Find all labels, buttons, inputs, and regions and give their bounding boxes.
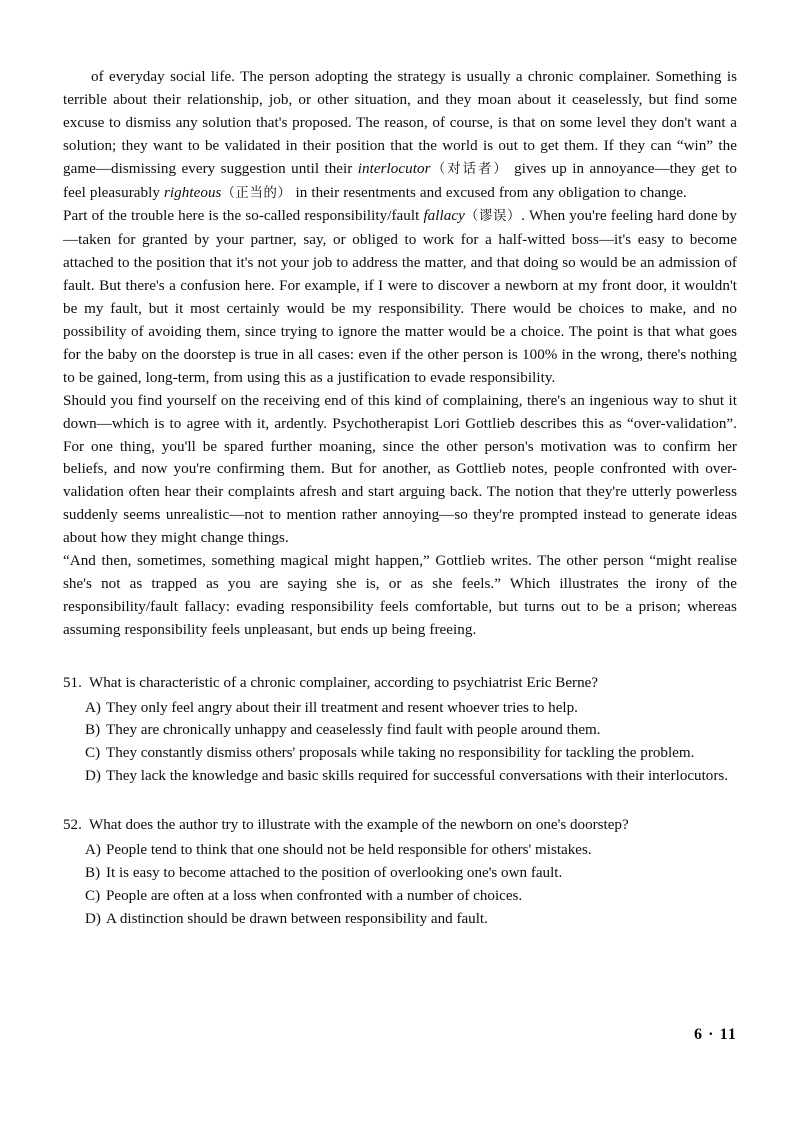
question-text: What does the author try to illustrate with the example of the newborn on one's doorstep?: [89, 817, 629, 834]
question-stem: [63, 814, 737, 837]
answer-option[interactable]: [85, 839, 737, 862]
option-letter: D): [85, 768, 101, 785]
option-text: They constantly dismiss others' proposals while taking no responsibility for tackling the problem.: [106, 745, 695, 762]
questions-section: [63, 672, 737, 931]
page-content: [63, 66, 737, 931]
answer-option[interactable]: [85, 862, 737, 885]
option-letter: C): [85, 887, 101, 904]
option-text: They are chronically unhappy and ceaselessly find fault with people around them.: [106, 722, 601, 739]
glossed-term: interlocutor: [357, 160, 431, 177]
chinese-gloss: （对话者）: [430, 161, 509, 177]
option-letter: C): [85, 745, 101, 762]
question-stem: [63, 672, 737, 695]
page-number-footer: 6 · 11: [693, 1026, 737, 1043]
passage-text: “And then, sometimes, something magical might happen,” Gottlieb writes. The other person “might realise she's not as trapped as you are saying she is, or as she feels.” Which illustrates the irony of the responsibility/fault fallacy: evading responsibility feels comfortable, but turns out to be a prison; whereas assuming responsibility feels unpleasant, but ends up being freeing.: [63, 553, 737, 638]
glossed-term: fallacy: [423, 208, 465, 225]
passage-paragraph: [63, 66, 737, 205]
answer-option[interactable]: [85, 765, 737, 788]
option-text: A distinction should be drawn between responsibility and fault.: [106, 910, 488, 927]
passage-text: gives up in annoyance—they get to feel pleasurably: [63, 160, 738, 201]
answer-option[interactable]: [85, 719, 737, 742]
answer-option[interactable]: [85, 742, 737, 765]
chinese-gloss: （正当的）: [221, 185, 292, 201]
question-number: 51.: [63, 674, 82, 691]
reading-passage: [63, 66, 737, 642]
answer-option[interactable]: [85, 908, 737, 931]
question-block: [63, 672, 737, 789]
answer-option[interactable]: [85, 697, 737, 720]
option-text: They only feel angry about their ill treatment and resent whoever tries to help.: [106, 699, 578, 716]
question-block: [63, 814, 737, 931]
answer-option[interactable]: [85, 885, 737, 908]
option-list: [63, 697, 737, 789]
passage-text: of everyday social life. The person adopting the strategy is usually a chronic complainer. Something is terrible about their relationship, job, or other situation, and they moan about it ceaselessly, but find some excuse to dismiss any solution that's proposed. The reason, of course, is that on some level they don't want a solution; they want to be validated in their position that the world is out to get them. If they can “win” the game—dismissing every suggestion until their: [63, 69, 737, 177]
question-text: What is characteristic of a chronic complainer, according to psychiatrist Eric Berne?: [89, 674, 599, 691]
chinese-gloss: （谬误）: [464, 209, 522, 225]
option-letter: A): [85, 699, 101, 716]
option-text: It is easy to become attached to the position of overlooking one's own fault.: [106, 865, 563, 881]
glossed-term: righteous: [164, 184, 222, 201]
passage-text: in their resentments and excused from any obligation to change.: [291, 184, 687, 201]
option-letter: B): [85, 722, 101, 739]
passage-paragraph: [63, 66, 737, 550]
passage-text: . When you're feeling hard done by—taken for granted by your partner, say, or obliged to work for a half-witted boss—it's easy to become attached to the position that it's not your job to address the matter, and that doing so would be an admission of fault. But there's a confusion here. For example, if I were to discover a newborn at my front door, it wouldn't be my fault, but it most certainly would be my responsibility. There would be choices to make, and no possibility of avoiding them, since trying to ignore the matter would be a choice. The point is that what goes for the baby on the doorstep is true in all cases: even if the other person is 100% in the wrong, there's nothing to be gained, long-term, from using this as a justification to evade responsibility.: [63, 208, 737, 386]
option-letter: B): [85, 865, 101, 881]
option-letter: A): [85, 842, 101, 859]
passage-text: Should you find yourself on the receiving end of this kind of complaining, there's an ingenious way to shut it down—which is to agree with it, ardently. Psychotherapist Lori Gottlieb describes this as “over-validation”. For one thing, you'll be spared further moaning, since the other person's motivation was to confirm her beliefs, and now you're confirming them. But for another, as Gottlieb notes, people confronted with over-validation often hear their complaints afresh and start arguing back. The notion that they're utterly powerless suddenly seems unrealistic—not to mention rather annoying—so they're prompted instead to generate ideas about how they might change things.: [63, 392, 737, 547]
question-number: 52.: [63, 817, 82, 834]
option-text: They lack the knowledge and basic skills required for successful conversations with their interlocutors.: [106, 768, 729, 785]
option-text: People are often at a loss when confronted with a number of choices.: [106, 887, 523, 904]
passage-paragraph: [63, 66, 737, 390]
option-text: People tend to think that one should not be held responsible for others' mistakes.: [106, 842, 592, 859]
option-list: [63, 839, 737, 931]
passage-text: Part of the trouble here is the so-called responsibility/fault: [63, 208, 424, 225]
option-letter: D): [85, 910, 101, 927]
passage-paragraph: [63, 66, 737, 642]
